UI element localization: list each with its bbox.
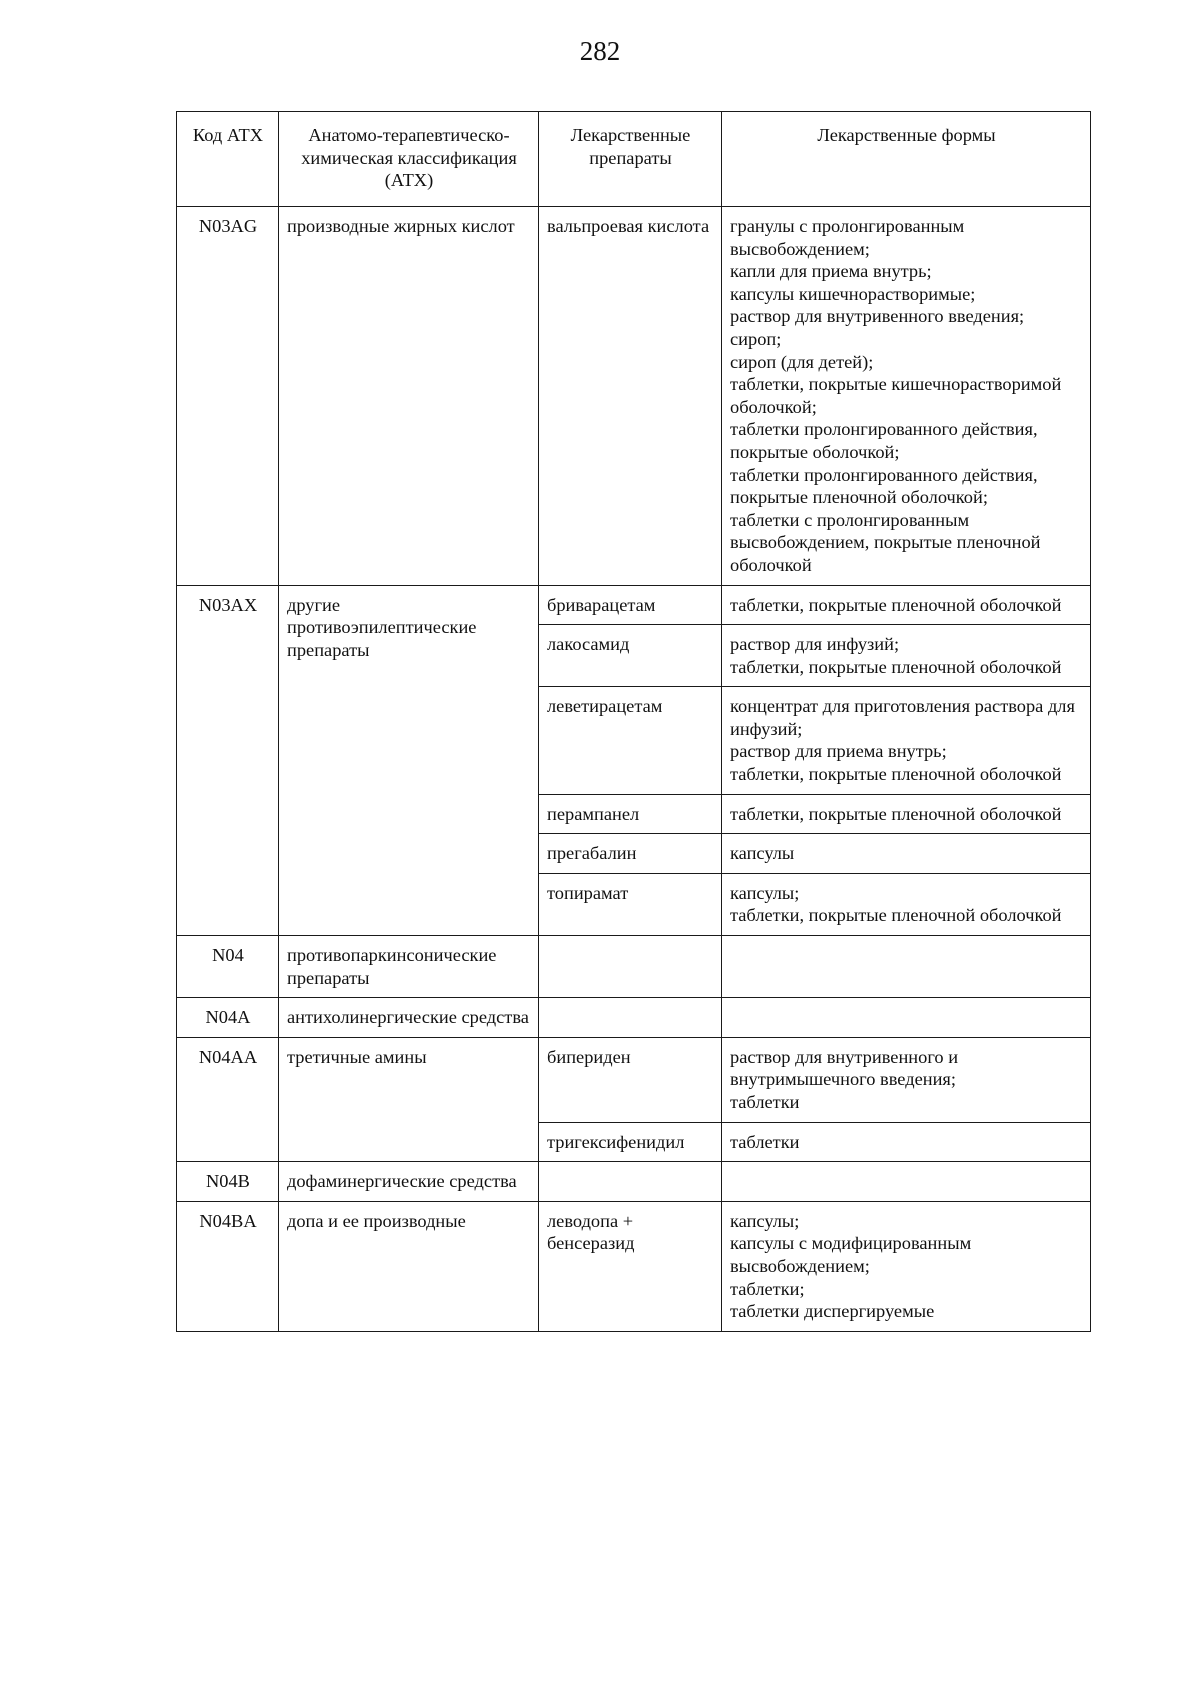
table-header-row [177,112,1091,207]
header-dosage-forms: Лекарственные формы [722,112,1091,207]
table-row [177,585,1091,625]
atx-classification-cell: антихолинергические средства [279,998,539,1038]
dosage-form-item: концентрат для приготовления раствора для инфузий; [730,696,1075,739]
dosage-forms-cell [722,687,1091,794]
dosage-form-item: таблетки, покрытые пленочной оболочкой [730,905,1062,926]
drug-name-cell: леветирацетам [539,687,722,794]
atx-code-cell: N04 [177,936,279,998]
dosage-forms-cell [722,998,1091,1038]
dosage-forms-cell [722,1201,1091,1331]
atx-classification-cell: другие противоэпилептические препараты [279,585,539,936]
atx-code-cell: N04B [177,1162,279,1202]
drug-name-cell: прегабалин [539,834,722,874]
drug-name-cell: перампанел [539,794,722,834]
dosage-forms-list [730,633,1083,678]
table-row [177,998,1091,1038]
table-row [177,1201,1091,1331]
atx-code-cell: N03AX [177,585,279,936]
dosage-forms-list [730,594,1083,617]
table-row [177,207,1091,586]
dosage-form-item: раствор для внутривенного введения; [730,306,1025,327]
page-number: 282 [579,36,621,66]
dosage-forms-list [730,1210,1083,1323]
dosage-forms-cell [722,625,1091,687]
dosage-form-item: таблетки, покрытые пленочной оболочкой [730,656,1062,677]
dosage-form-item: таблетки; [730,1278,805,1299]
dosage-form-item: капсулы; [730,882,800,903]
dosage-form-item: капсулы с модифицированным высвобождением; [730,1233,972,1276]
drug-name-cell: бриварацетам [539,585,722,625]
atx-code-cell: N03AG [177,207,279,586]
dosage-form-item: таблетки, покрытые кишечнорастворимой оболочкой; [730,374,1062,417]
drug-name-cell: бипериден [539,1037,722,1122]
dosage-form-item: сироп (для детей); [730,351,874,372]
dosage-forms-list [730,1131,1083,1154]
drug-name-cell: вальпроевая кислота [539,207,722,586]
drug-name-cell: леводопа + бенсеразид [539,1201,722,1331]
atx-classification-cell: дофаминергические средства [279,1162,539,1202]
header-atx-code: Код АТХ [177,112,279,207]
dosage-forms-list [730,695,1083,785]
dosage-forms-cell [722,834,1091,874]
dosage-forms-list [730,882,1083,927]
header-atx-classification: Анатомо-терапевтическо-химическая классификация (АТХ) [279,112,539,207]
drug-name-cell [539,936,722,998]
dosage-form-item: капсулы; [730,1210,800,1231]
atx-drug-table [176,111,1091,1332]
dosage-forms-cell [722,794,1091,834]
dosage-forms-cell [722,1162,1091,1202]
dosage-form-item: капли для приема внутрь; [730,261,932,282]
dosage-form-item: таблетки с пролонгированным высвобождением, покрытые пленочной оболочкой [730,509,1041,575]
dosage-form-item: гранулы с пролонгированным высвобождением; [730,216,965,259]
table-body [177,207,1091,1332]
dosage-form-item: капсулы [730,843,795,864]
dosage-forms-cell [722,585,1091,625]
drug-name-cell: тригексифенидил [539,1122,722,1162]
table-row [177,1162,1091,1202]
dosage-form-item: таблетки пролонгированного действия, покрытые пленочной оболочкой; [730,464,1038,508]
dosage-form-item: раствор для внутривенного и внутримышечного введения; [730,1046,959,1090]
table-row [177,1037,1091,1122]
atx-code-cell: N04BA [177,1201,279,1331]
dosage-forms-list [730,803,1083,826]
dosage-forms-cell [722,936,1091,998]
dosage-form-item: сироп; [730,328,782,349]
dosage-forms-cell [722,207,1091,586]
dosage-forms-cell [722,873,1091,935]
dosage-form-item: таблетки пролонгированного действия, покрытые оболочкой; [730,419,1038,462]
header-drugs: Лекарственные препараты [539,112,722,207]
dosage-form-item: таблетки, покрытые пленочной оболочкой [730,803,1062,824]
drug-name-cell: лакосамид [539,625,722,687]
dosage-form-item: раствор для инфузий; [730,634,900,655]
atx-classification-cell: допа и ее производные [279,1201,539,1331]
dosage-forms-cell [722,1037,1091,1122]
dosage-form-item: таблетки диспергируемые [730,1301,935,1322]
atx-code-cell: N04AA [177,1037,279,1161]
dosage-form-item: раствор для приема внутрь; [730,741,947,762]
atx-classification-cell: противопаркинсонические препараты [279,936,539,998]
atx-classification-cell: третичные амины [279,1037,539,1161]
dosage-form-item: таблетки [730,1131,800,1152]
atx-classification-cell: производные жирных кислот [279,207,539,586]
dosage-forms-cell [722,1122,1091,1162]
dosage-forms-list [730,1046,1083,1114]
dosage-form-item: капсулы кишечнорастворимые; [730,283,976,304]
dosage-form-item: таблетки, покрытые пленочной оболочкой [730,764,1062,785]
dosage-forms-list [730,215,1083,577]
atx-code-cell: N04A [177,998,279,1038]
drug-name-cell [539,998,722,1038]
drug-name-cell [539,1162,722,1202]
dosage-form-item: таблетки, покрытые пленочной оболочкой [730,594,1062,615]
dosage-form-item: таблетки [730,1092,800,1112]
dosage-forms-list [730,842,1083,865]
table-row [177,936,1091,998]
drug-name-cell: топирамат [539,873,722,935]
